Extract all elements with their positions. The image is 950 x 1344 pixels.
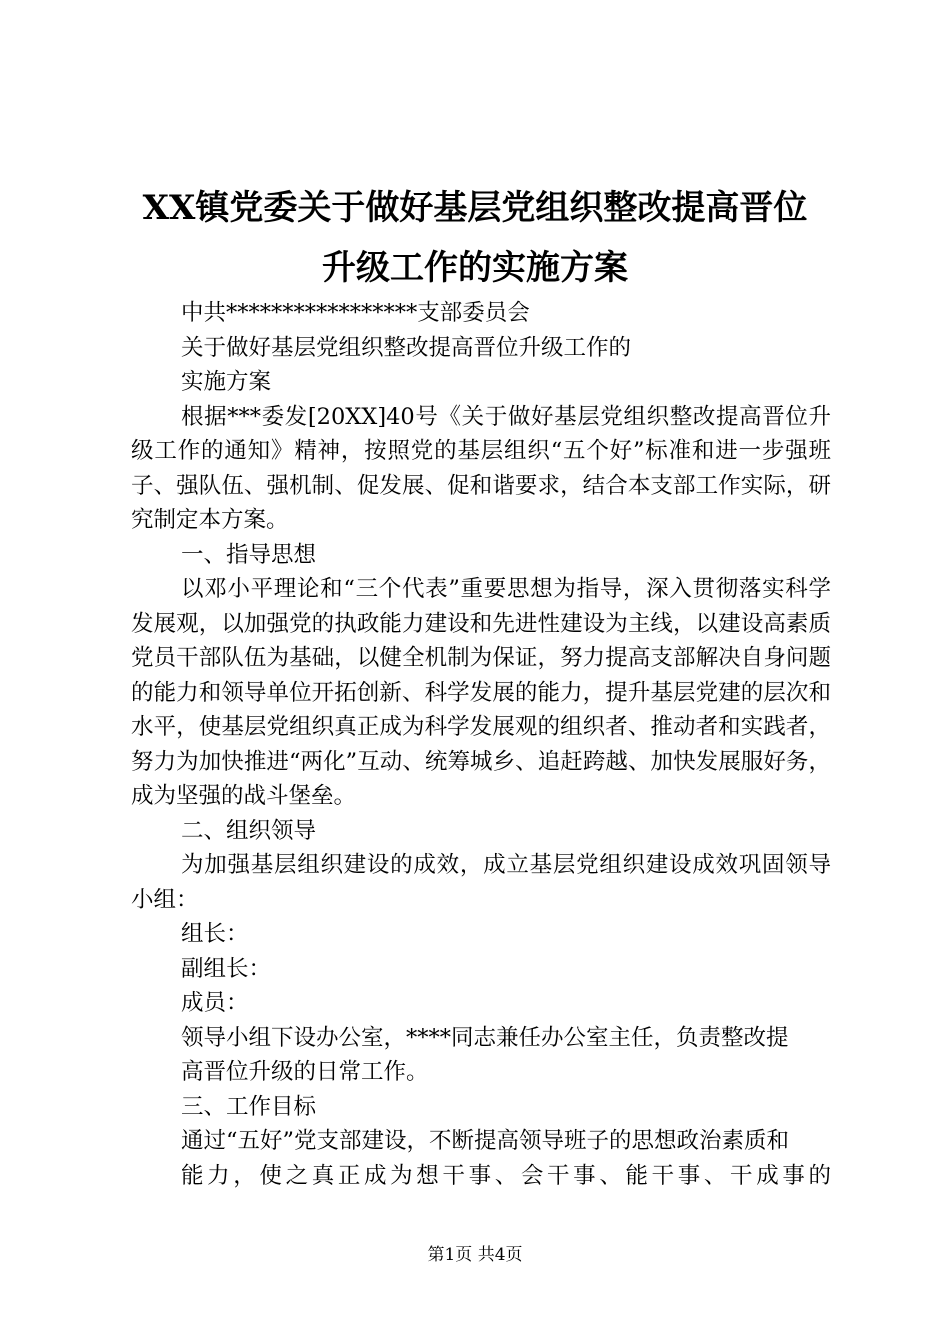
- office-paragraph: 领导小组下设办公室，****同志兼任办公室主任，负责整改提: [181, 1024, 789, 1051]
- section-heading-guiding-thought: 一、指导思想: [181, 541, 317, 568]
- guiding-thought-paragraph: 以邓小平理论和“三个代表”重要思想为指导，深入贯彻落实科学发展观，以加强党的执政能力建设和先进性建设为主线，以建设高素质党员干部队伍为基础，以健全机制为保证，努力提高支部解决自身问题的能力和领导单位开拓创新、科学发展的能力，提升基层党建的层次和水平，使基层党组织真正成为科学发展观的组织者、推动者和实践者，努力为加快推进“两化”互动、统筹城乡、追赶跨越、加快发展服好务，成为坚强的战斗堡垒。: [131, 576, 831, 809]
- members-line: 成员：: [181, 990, 249, 1016]
- issuer-line: 中共*****************支部委员会: [181, 300, 530, 326]
- organization-paragraph: 为加强基层组织建设的成效，成立基层党组织建设成效巩固领导小组：: [131, 852, 831, 913]
- subtitle-line-1: 关于做好基层党组织整改提高晋位升级工作的: [181, 334, 632, 361]
- group-leader-line: 组长：: [181, 921, 249, 947]
- section-heading-organization: 二、组织领导: [181, 817, 317, 844]
- document-body: [131, 296, 831, 1193]
- deputy-leader-line: 副组长：: [181, 955, 272, 982]
- page-number-footer: 第1页 共4页: [427, 1245, 523, 1265]
- office-paragraph-continued: 高晋位升级的日常工作。: [181, 1059, 429, 1085]
- section-heading-goals: 三、工作目标: [181, 1093, 317, 1120]
- intro-paragraph: 根据***委发[20XX]40号《关于做好基层党组织整改提高晋位升级工作的通知》精神，按照党的基层组织“五个好”标准和进一步强班子、强队伍、强机制、促发展、促和谐要求，结合本支部工作实际，研究制定本方案。: [131, 403, 831, 533]
- document-title-line-2: 升级工作的实施方案: [322, 248, 628, 288]
- document-title-line-1: XX镇党委关于做好基层党组织整改提高晋位: [142, 188, 808, 228]
- subtitle-line-2: 实施方案: [181, 369, 272, 395]
- goals-paragraph-continued: 能力，使之真正成为想干事、会干事、能干事、干成事的: [181, 1162, 831, 1189]
- goals-paragraph: 通过“五好”党支部建设，不断提高领导班子的思想政治素质和: [181, 1128, 790, 1154]
